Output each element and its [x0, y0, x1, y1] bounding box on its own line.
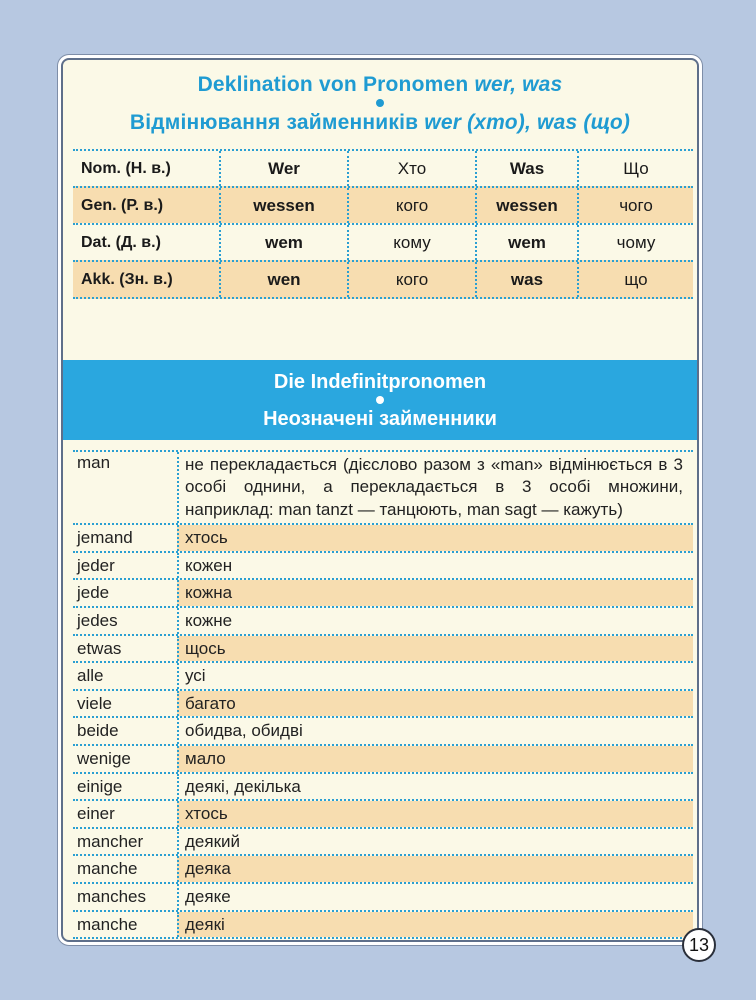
pronoun-translation: кожен: [177, 553, 693, 579]
declension-row: [73, 223, 693, 260]
pronoun-row: [73, 827, 693, 855]
pronoun-german: jeder: [77, 555, 115, 575]
pronoun-german: manche: [77, 859, 138, 879]
pronoun-row: [73, 689, 693, 717]
pronoun-german: mancher: [77, 831, 144, 851]
pronoun-german: etwas: [77, 638, 122, 658]
pronoun-translation: усі: [177, 663, 693, 689]
was-form: wem: [508, 232, 546, 252]
what-translation: чого: [619, 195, 653, 215]
pronoun-german: jedes: [77, 611, 118, 630]
pronoun-row: [73, 450, 693, 523]
pronoun-translation: хтось: [177, 525, 693, 551]
pronoun-german: alle: [77, 666, 104, 686]
pronoun-translation: обидва, обидві: [177, 718, 693, 744]
who-translation: кого: [395, 269, 429, 289]
pronoun-german: beide: [77, 721, 119, 741]
pronoun-translation: кожне: [177, 608, 693, 634]
was-form: Was: [509, 158, 545, 178]
title-ukrainian: [63, 108, 697, 138]
title-ukrainian-text: Відмінювання займенників: [129, 111, 425, 134]
pronoun-row: [73, 882, 693, 910]
title-ukrainian-italic: wer (хто), was (що): [424, 111, 631, 134]
pronoun-german: einige: [77, 776, 123, 796]
pronoun-german: man: [77, 453, 111, 472]
what-translation: чому: [616, 232, 656, 252]
title-german: [63, 70, 697, 100]
pronoun-translation: деякі: [177, 912, 693, 938]
pronoun-translation: деяка: [177, 856, 693, 882]
title-german-text: Deklination von Pronomen: [197, 73, 475, 96]
wer-form: wessen: [253, 195, 315, 215]
case-label: Dat. (Д. в.): [81, 233, 161, 251]
pronoun-translation: хтось: [177, 801, 693, 827]
pronoun-row: [73, 551, 693, 579]
pronoun-row: [73, 910, 693, 938]
page-number: 13: [682, 928, 716, 962]
pronoun-translation: деякий: [177, 829, 693, 855]
was-form: wessen: [496, 195, 558, 215]
what-translation: Що: [623, 158, 649, 178]
pronoun-row: [73, 661, 693, 689]
pronoun-german: viele: [77, 693, 112, 713]
pronoun-row: [73, 523, 693, 551]
declension-table: [73, 149, 693, 299]
pronoun-german: jede: [77, 583, 110, 603]
was-form: was: [510, 269, 544, 289]
declension-row: [73, 186, 693, 223]
pronoun-translation: деякі, декілька: [177, 774, 693, 800]
declension-row: [73, 260, 693, 299]
textbook-page: [61, 58, 699, 942]
section-title-ukrainian: Неозначені займенники: [263, 408, 497, 430]
pronoun-row: [73, 799, 693, 827]
pronoun-german: einer: [77, 804, 115, 824]
pronoun-translation: не перекладається (дієслово разом з «man» відмінюється в 3 особі однини, а перекладається в 3 особі множини, наприклад: man tanzt — танцюють, man sagt — кажуть): [177, 452, 693, 523]
who-translation: кого: [395, 195, 429, 215]
pronoun-row: [73, 606, 693, 634]
pronoun-translation: багато: [177, 691, 693, 717]
page-title: [63, 70, 697, 138]
case-label: Nom. (Н. в.): [81, 159, 171, 177]
wer-form: Wer: [268, 158, 300, 178]
pronoun-row: [73, 716, 693, 744]
declension-row: [73, 149, 693, 186]
pronoun-translation: щось: [177, 636, 693, 662]
pronoun-row: [73, 854, 693, 882]
pronoun-translation: деяке: [177, 884, 693, 910]
pronoun-german: wenige: [77, 748, 131, 768]
pronoun-translation: мало: [177, 746, 693, 772]
pronoun-row: [73, 772, 693, 800]
pronoun-german: manches: [77, 886, 146, 906]
case-label: Gen. (Р. в.): [81, 196, 164, 214]
section-title-german: Die Indefinitpronomen: [273, 371, 487, 393]
who-translation: Хто: [397, 158, 427, 178]
pronoun-german: jemand: [77, 528, 133, 548]
pronoun-row: [73, 744, 693, 772]
pronoun-german: manche: [77, 914, 138, 934]
case-label: Akk. (Зн. в.): [81, 270, 173, 288]
pronoun-translation: кожна: [177, 580, 693, 606]
what-translation: що: [624, 269, 648, 289]
pronoun-row: [73, 634, 693, 662]
who-translation: кому: [393, 232, 431, 252]
title-german-italic: wer, was: [474, 73, 563, 96]
indefinite-pronoun-table: [73, 450, 693, 939]
indefinite-section-header: [63, 360, 697, 440]
wer-form: wem: [265, 232, 303, 252]
title-dot: [376, 99, 384, 107]
wer-form: wen: [267, 269, 301, 289]
pronoun-row: [73, 578, 693, 606]
